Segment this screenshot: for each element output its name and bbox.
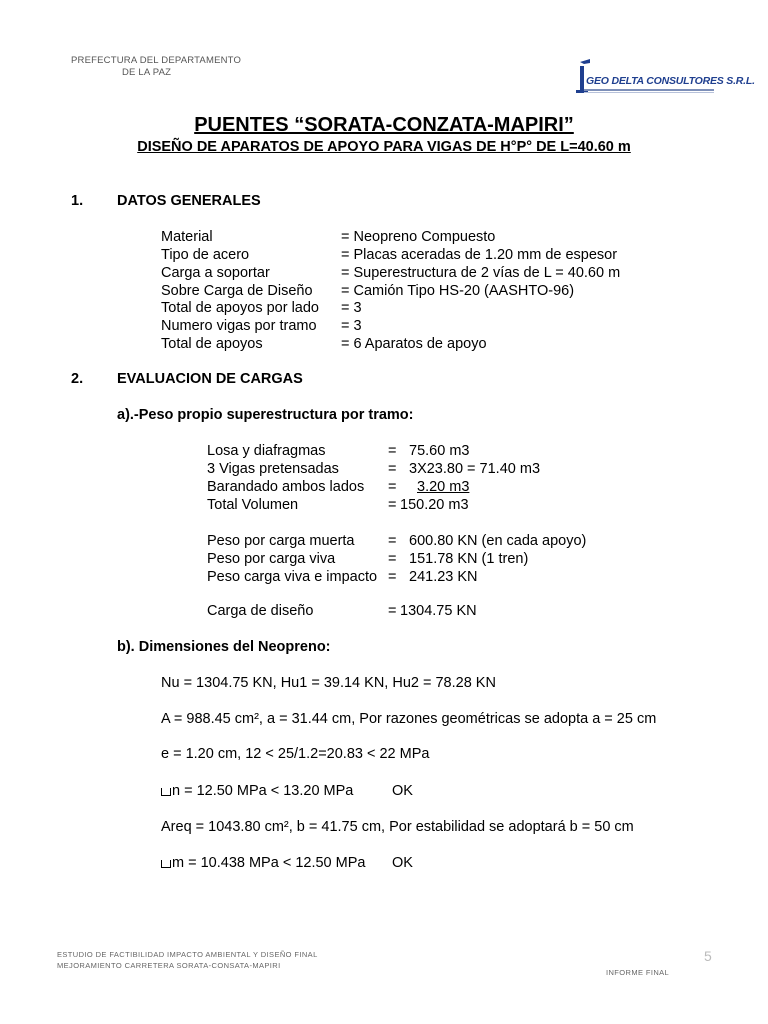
row-label: Carga a soportar (161, 265, 270, 281)
section-1-heading (71, 193, 571, 211)
subsection-a-heading: a).-Peso propio superestructura por tramo: (117, 407, 414, 423)
logo-underline-thin (584, 92, 714, 93)
equals-sign: = (388, 603, 397, 619)
load-value: 241.23 KN (409, 569, 478, 585)
calc-line-areq: Areq = 1043.80 cm², b = 41.75 cm, Por estabilidad se adoptará b = 50 cm (161, 819, 634, 835)
row-label: Total de apoyos (161, 336, 263, 352)
calc-line-forces: Nu = 1304.75 KN, Hu1 = 39.14 KN, Hu2 = 78.28 KN (161, 675, 496, 691)
logo-underline (584, 89, 714, 91)
row-label: Material (161, 229, 213, 245)
row-value: = Neopreno Compuesto (341, 229, 496, 245)
volume-value: 3X23.80 = 71.40 m3 (409, 461, 541, 477)
volume-label: Barandado ambos lados (207, 479, 365, 495)
load-label: Peso carga viva e impacto (207, 569, 378, 585)
section-2-heading (71, 371, 571, 389)
logo-text: GEO DELTA CONSULTORES S.R.L. (586, 75, 755, 87)
row-value: = Camión Tipo HS-20 (AASHTO-96) (341, 283, 575, 299)
calc-line-thickness: e = 1.20 cm, 12 < 25/1.2=20.83 < 22 MPa (161, 746, 430, 762)
sigma-n-text: n = 12.50 MPa < 13.20 MPa (172, 783, 354, 799)
load-value: 600.80 KN (en cada apoyo) (409, 533, 587, 549)
header-org-line2: DE LA PAZ (122, 67, 172, 78)
calc-line-sigma-m (161, 855, 365, 871)
row-value: = 6 Aparatos de apoyo (341, 336, 487, 352)
volume-value: 150.20 m3 (400, 497, 469, 513)
header-org-line1: PREFECTURA DEL DEPARTAMENTO (71, 55, 242, 66)
load-label: Peso por carga viva (207, 551, 336, 567)
row-label: Tipo de acero (161, 247, 250, 263)
row-label: Total de apoyos por lado (161, 300, 319, 316)
missing-glyph-icon (161, 788, 171, 796)
footer-line1: ESTUDIO DE FACTIBILIDAD IMPACTO AMBIENTAL Y DISEÑO FINAL (57, 950, 318, 959)
load-label: Peso por carga muerta (207, 533, 355, 549)
equals-sign: = (388, 569, 397, 585)
volume-value: 3.20 m3 (417, 479, 470, 495)
equals-sign: = (388, 479, 397, 495)
section-number: 1. (71, 193, 84, 209)
volume-label: Total Volumen (207, 497, 299, 513)
subsection-b-heading: b). Dimensiones del Neopreno: (117, 639, 331, 655)
equals-sign: = (388, 497, 397, 513)
row-label: Sobre Carga de Diseño (161, 283, 313, 299)
sigma-m-text: m = 10.438 MPa < 12.50 MPa (172, 855, 366, 871)
ok-check-2: OK (392, 855, 413, 871)
row-label: Numero vigas por tramo (161, 318, 317, 334)
equals-sign: = (388, 533, 397, 549)
load-value: 151.78 KN (1 tren) (409, 551, 529, 567)
equals-sign: = (388, 551, 397, 567)
ok-check-1: OK (392, 783, 413, 799)
equals-sign: = (388, 443, 397, 459)
missing-glyph-icon (161, 860, 171, 868)
volume-label: Losa y diafragmas (207, 443, 326, 459)
footer-report-label: INFORME FINAL (606, 968, 670, 977)
design-load-label: Carga de diseño (207, 603, 314, 619)
calc-line-sigma-n (161, 783, 353, 799)
row-value: = Placas aceradas de 1.20 mm de espesor (341, 247, 618, 263)
section-number: 2. (71, 371, 84, 387)
design-load-value: 1304.75 KN (400, 603, 477, 619)
footer-line2: MEJORAMIENTO CARRETERA SORATA-CONSATA-MAPIRI (57, 961, 281, 970)
page-number: 5 (704, 948, 712, 964)
document-subtitle: DISEÑO DE APARATOS DE APOYO PARA VIGAS DE H°P° DE L=40.60 m (137, 139, 631, 155)
row-value: = 3 (341, 318, 362, 334)
equals-sign: = (388, 461, 397, 477)
company-logo (574, 58, 755, 96)
row-value: = Superestructura de 2 vías de L = 40.60 m (341, 265, 621, 281)
row-value: = 3 (341, 300, 362, 316)
section-title: EVALUACION DE CARGAS (117, 371, 303, 387)
document-title: PUENTES “SORATA-CONZATA-MAPIRI” (194, 114, 574, 136)
volume-label: 3 Vigas pretensadas (207, 461, 339, 477)
volume-value: 75.60 m3 (409, 443, 470, 459)
calc-line-area: A = 988.45 cm², a = 31.44 cm, Por razones geométricas se adopta a = 25 cm (161, 711, 657, 727)
section-title: DATOS GENERALES (117, 193, 261, 209)
